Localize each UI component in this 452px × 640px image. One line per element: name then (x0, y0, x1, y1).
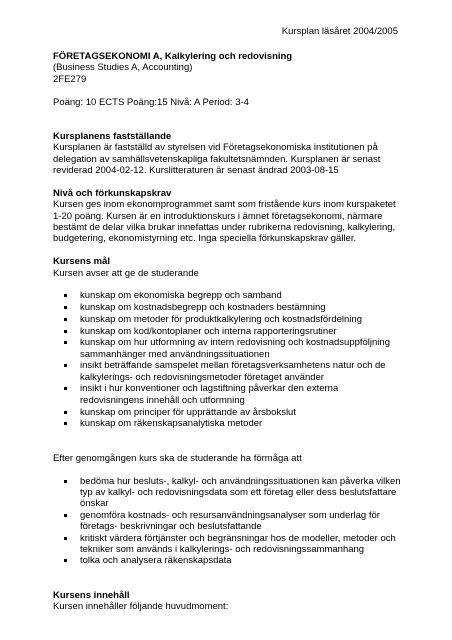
list-item: kunskap om räkenskapsanalytiska metoder (53, 418, 401, 429)
list-item: insikt beträffande samspelet mellan företagsverksamhetens natur och de kalkylerings- och redovisningsmetoder företaget använder (53, 360, 401, 383)
level-text: Kursen ges inom ekonomprogrammet samt som fristående kurs inom kurspaketet 1-20 poäng. Kursen är en introduktionskurs i ämnet företagsekonomi, närmare bestämt de delar vilka brukar innefattas under rubrikerna redovisning, kalkylering, budgetering, ekonomistyrning etc. Inga speciella förkunskapskrav gäller. (53, 199, 396, 245)
abilities-list (53, 476, 401, 567)
course-code: 2FE279 (53, 73, 87, 85)
list-item: insikt i hur konventioner och lagstiftning påverkar den externa redovisningens innehåll och utformning (53, 383, 401, 406)
content-heading: Kursens innehåll (53, 589, 130, 601)
list-item: kunskap om kod/kontoplaner och interna rapporteringsrutiner (53, 326, 401, 337)
page-header: Kursplan läsåret 2004/2005 (281, 26, 398, 37)
list-item: kunskap om hur utformning av intern redovisning och kostnadsuppföljning sammanhänger med användningssituationen (53, 337, 401, 360)
course-title: FÖRETAGSEKONOMI A, Kalkylering och redovisning (53, 51, 293, 62)
document-body (53, 51, 401, 612)
abilities-intro: Efter genomgången kurs ska de studerande ha förmåga att (53, 452, 302, 464)
content-intro: Kursen innehåller följande huvudmoment: (53, 601, 229, 612)
goals-intro: Kursen avser att ge de studerande (53, 267, 199, 279)
list-item: kunskap om metoder för produktkalkylering och kostnadsfördelning (53, 314, 401, 325)
list-item: kunskap om ekonomiska begrepp och samband (53, 290, 401, 301)
list-item: bedöma hur besluts-, kalkyl- och användningssituationen kan påverka vilken typ av kalkyl- och redovisningsdata som ett företag eller dess beslutsfattare önskar (53, 476, 401, 510)
establishment-heading: Kursplanens fastställande (53, 130, 172, 142)
list-item: kunskap om principer för upprättande av årsbokslut (53, 407, 401, 418)
knowledge-list (53, 290, 401, 429)
course-english-title: (Business Studies A, Accounting) (53, 62, 193, 74)
goals-heading: Kursens mål (53, 256, 111, 268)
course-points: Poäng: 10 ECTS Poäng:15 Nivå: A Period: 3-4 (53, 96, 249, 108)
establishment-text: Kursplanen är fastställd av styrelsen vid Företagsekonomiska institutionen på delegation av samhällsvetenskapliga fakultetsnämnden. Kursplanen är senast reviderad 2004-02-12. Kurslitteraturen är senast ändrad 2003-08-15 (53, 142, 381, 177)
list-item: genomföra kostnads- och resursanvändningsanalyser som underlag för företags- beskrivningar och beslutsfattande (53, 510, 401, 533)
level-heading: Nivå och förkunskapskrav (53, 187, 172, 199)
list-item: tolka och analysera räkenskapsdata (53, 555, 401, 566)
list-item: kunskap om kostnadsbegrepp och kostnaders bestämning (53, 302, 401, 313)
list-item: kritiskt värdera förtjänster och begränsningar hos de modeller, metoder och tekniker som används i kalkylerings- och redovisningssammanhang (53, 533, 401, 556)
